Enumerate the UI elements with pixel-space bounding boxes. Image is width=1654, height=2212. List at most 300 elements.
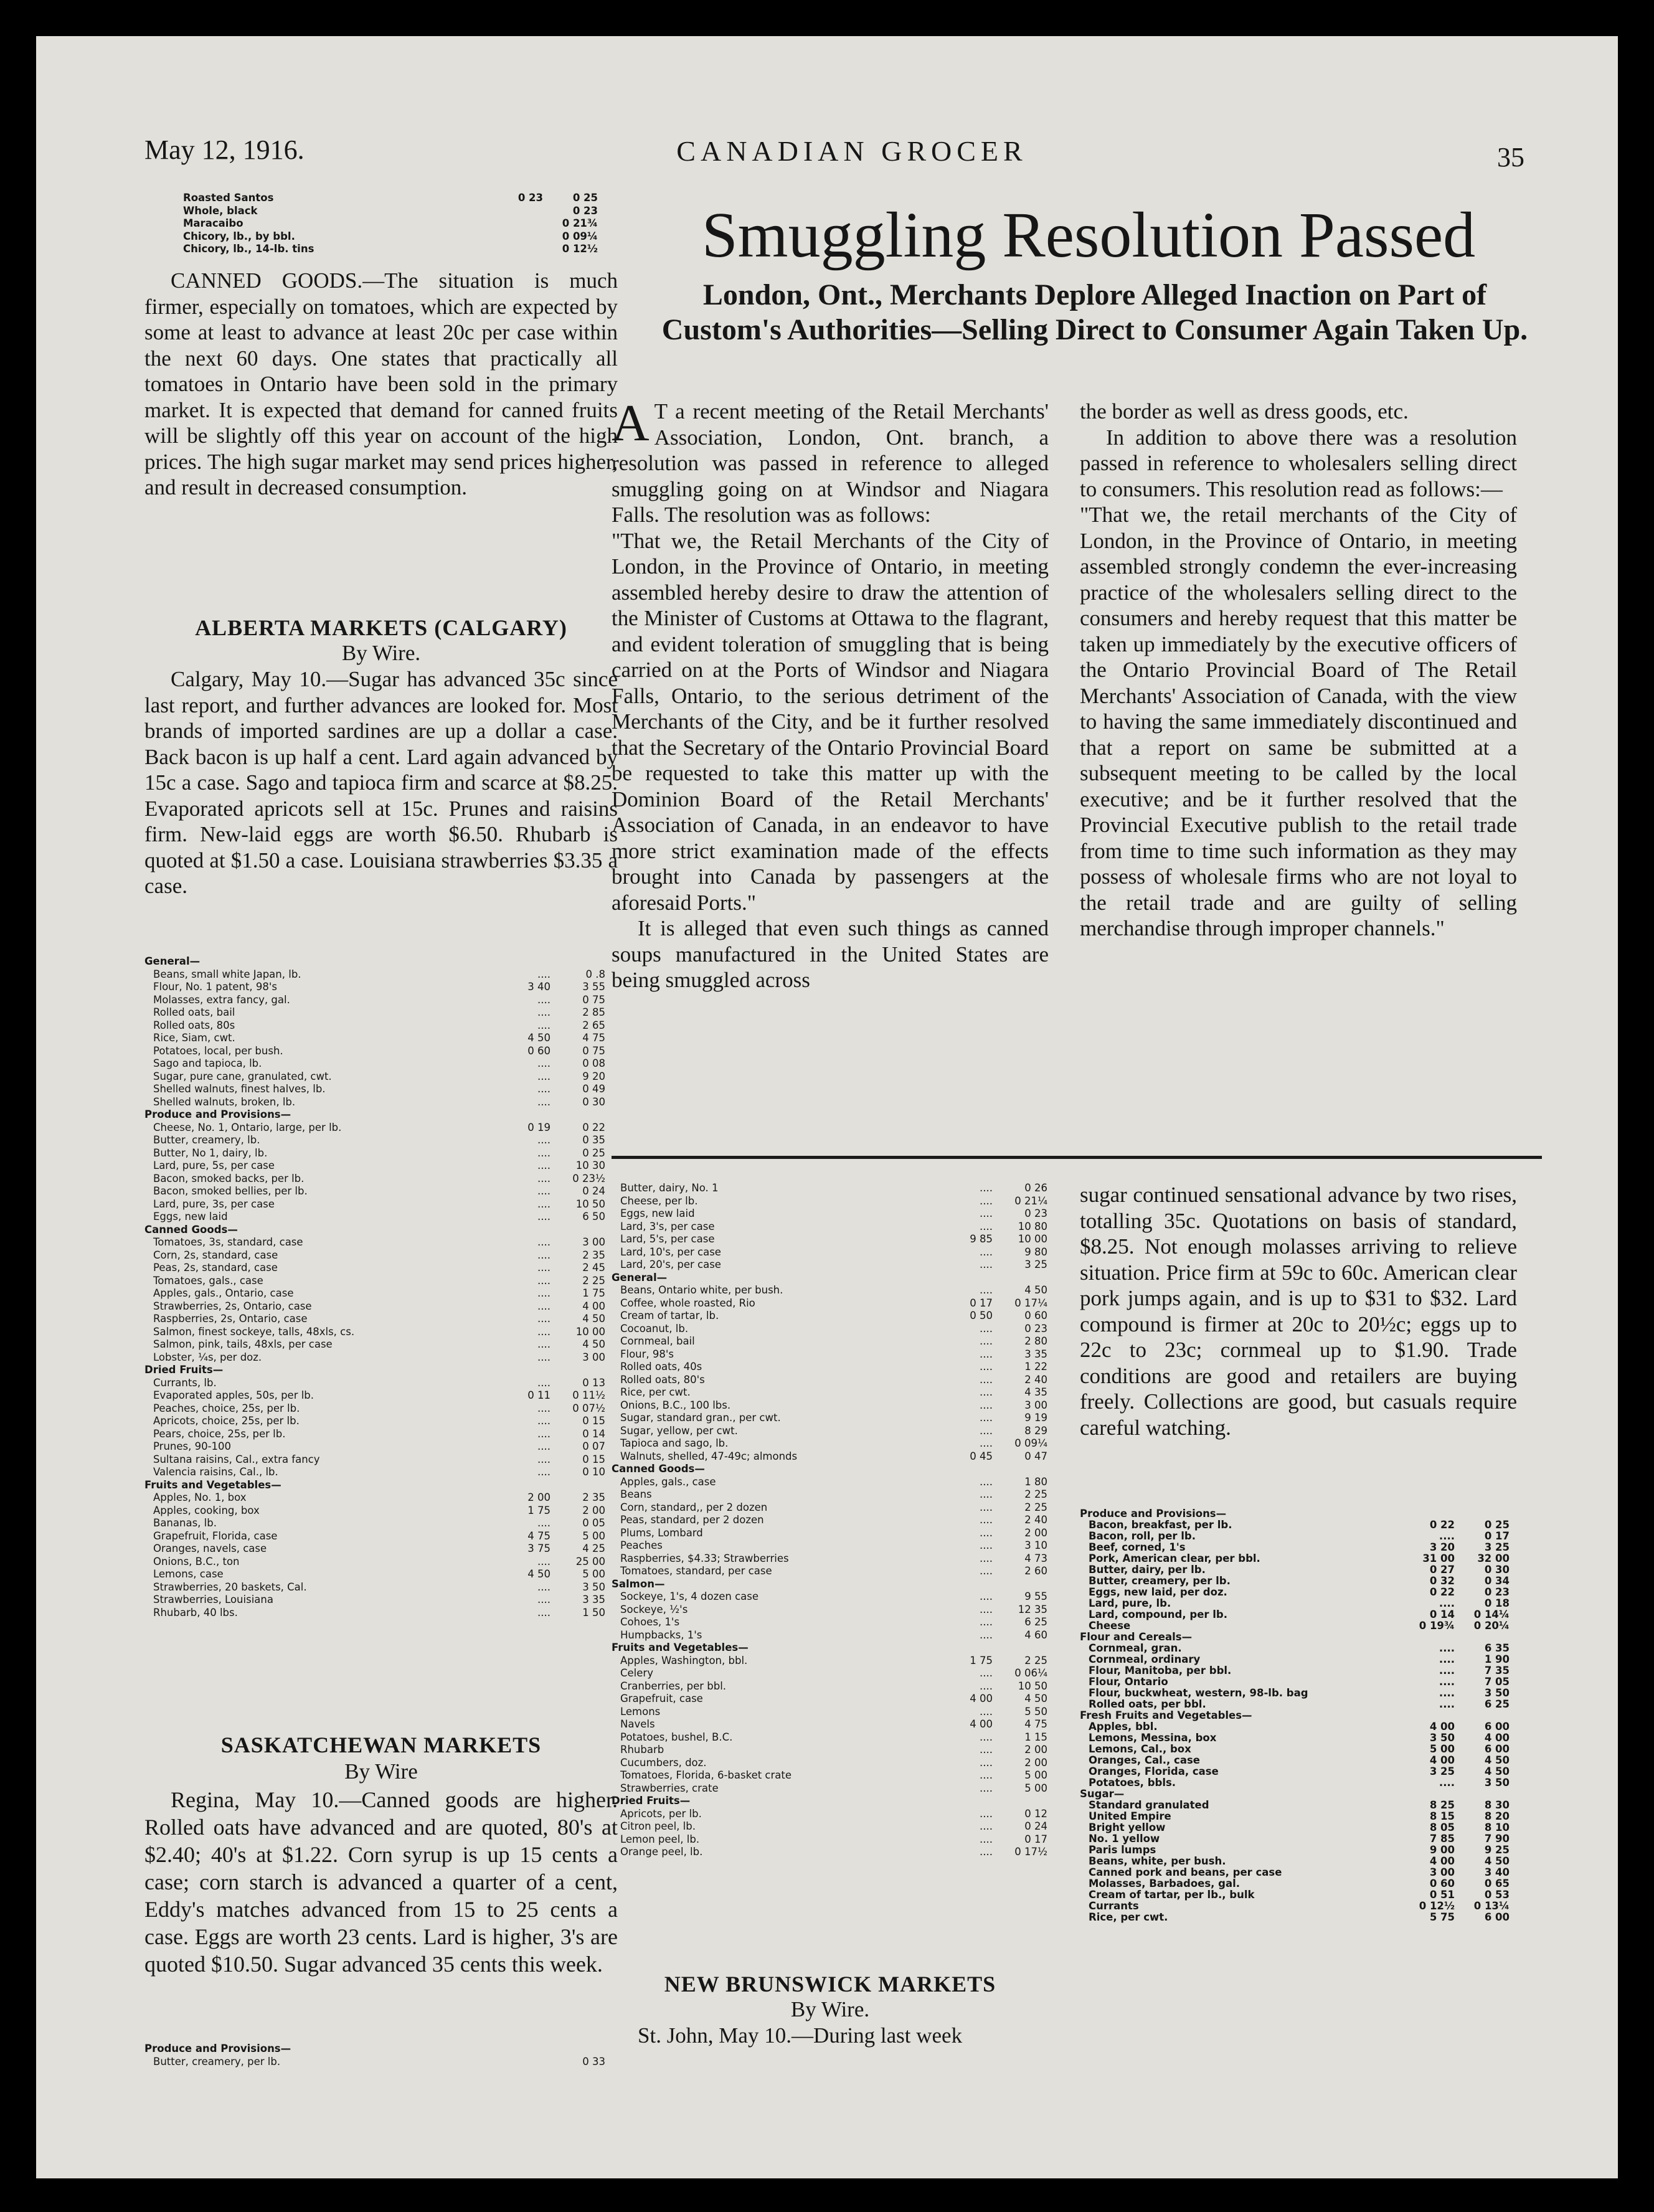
- list-item-label: Onions, B.C., ton: [153, 1555, 240, 1567]
- list-category-row: [1080, 1632, 1510, 1643]
- list-item-high-price: 0 05: [582, 1517, 605, 1529]
- list-item-label: Sultana raisins, Cal., extra fancy: [153, 1453, 320, 1465]
- list-item-label: Lard, pure, 5s, per case: [153, 1160, 275, 1171]
- list-item-low-price: ....: [980, 1322, 993, 1335]
- price-row: [1080, 1676, 1510, 1688]
- price-row: [612, 1297, 1047, 1310]
- list-item-high-price: 0 65: [1484, 1878, 1510, 1889]
- article-column-1: [612, 394, 1049, 993]
- list-item-label: Walnuts, shelled, 47-49c; almonds: [620, 1450, 798, 1462]
- list-item-low-price: ....: [980, 1552, 993, 1564]
- price-row: [612, 1195, 1047, 1208]
- list-item-high-price: 1 50: [582, 1606, 605, 1619]
- list-item-high-price: 0 23½: [572, 1172, 605, 1184]
- list-item-label: Butter, creamery, lb.: [153, 1134, 260, 1146]
- list-item-label: Currants: [1089, 1901, 1139, 1912]
- list-item-high-price: 4 73: [1024, 1552, 1047, 1564]
- list-item-label: Eggs, new laid: [153, 1211, 228, 1222]
- new-brunswick-text-start: St. John, May 10.—During last week: [638, 2023, 963, 2048]
- list-category-row: [612, 1578, 1047, 1591]
- list-category: Sugar—: [1080, 1789, 1125, 1800]
- list-item-low-price: ....: [980, 1514, 993, 1526]
- list-item-low-price: 0 14: [1429, 1609, 1455, 1620]
- list-item-label: Rolled oats, 80s: [153, 1019, 235, 1031]
- price-row: [144, 1096, 605, 1109]
- canned-goods-paragraph: [144, 268, 618, 501]
- new-brunswick-heading: NEW BRUNSWICK MARKETS: [664, 1972, 996, 1997]
- list-item-low-price: 4 00: [1429, 1855, 1455, 1867]
- list-item-high-price: 0 12½: [562, 243, 598, 255]
- price-row: [612, 1233, 1047, 1246]
- list-item-high-price: 2 00: [1024, 1744, 1047, 1756]
- list-item-high-price: 1 15: [1024, 1731, 1047, 1743]
- price-row: [144, 981, 605, 994]
- price-row: [144, 1083, 605, 1096]
- price-row: [612, 1731, 1047, 1744]
- list-item-label: Rice, per cwt.: [620, 1386, 691, 1398]
- list-item-label: Shelled walnuts, broken, lb.: [153, 1095, 296, 1108]
- list-category: Fruits and Vegetables—: [144, 1478, 281, 1491]
- list-item-high-price: 0 23: [1024, 1208, 1047, 1219]
- list-item-high-price: 2 25: [1024, 1501, 1047, 1513]
- list-item-high-price: 1 80: [1024, 1475, 1047, 1488]
- list-item-low-price: ....: [1439, 1597, 1455, 1609]
- list-item-label: Beef, corned, 1's: [1089, 1542, 1186, 1553]
- list-item-label: Standard granulated: [1089, 1800, 1209, 1811]
- list-item-label: Oranges, Florida, case: [1089, 1766, 1219, 1777]
- list-item-high-price: 2 45: [582, 1262, 605, 1274]
- list-item-low-price: ....: [980, 1373, 993, 1386]
- list-item-label: Butter, dairy, per lb.: [1089, 1564, 1206, 1576]
- list-item-label: Lemons: [620, 1705, 661, 1718]
- list-item-label: Rolled oats, 40s: [620, 1361, 702, 1373]
- list-item-label: Tomatoes, standard, per case: [620, 1565, 772, 1577]
- list-item-low-price: 1 75: [970, 1654, 993, 1666]
- price-row: [1080, 1732, 1510, 1744]
- list-item-low-price: ....: [537, 1146, 551, 1159]
- price-row: [144, 1071, 605, 1084]
- list-item-low-price: ....: [537, 1594, 551, 1605]
- list-item-high-price: 0 23: [1484, 1586, 1510, 1598]
- list-item-high-price: 9 20: [582, 1070, 605, 1082]
- price-row: [144, 1006, 605, 1019]
- list-item-low-price: ....: [537, 1300, 551, 1312]
- price-row: [144, 1466, 605, 1479]
- price-row: [1080, 1901, 1510, 1912]
- list-item-high-price: 1 90: [1484, 1653, 1510, 1665]
- list-item-label: Tomatoes, gals., case: [153, 1274, 263, 1287]
- list-item-label: Prunes, 90-100: [153, 1440, 232, 1452]
- price-row: [1080, 1542, 1510, 1553]
- price-row: [612, 1693, 1047, 1706]
- price-row: [612, 1565, 1047, 1578]
- price-row: [174, 205, 598, 218]
- list-item-high-price: 10 50: [575, 1198, 605, 1210]
- list-item-label: Apricots, choice, 25s, per lb.: [153, 1415, 300, 1427]
- price-row: [144, 1377, 605, 1390]
- list-item-label: Flour, Ontario: [1089, 1676, 1168, 1688]
- list-item-label: Coffee, whole roasted, Rio: [620, 1297, 755, 1309]
- list-item-label: Flour, 98's: [620, 1348, 674, 1360]
- list-item-high-price: 0 25: [1484, 1519, 1510, 1531]
- list-item-high-price: 0 47: [1024, 1450, 1047, 1462]
- article-continuation: the border as well as dress goods, etc.: [1080, 399, 1409, 423]
- list-item-label: Apricots, per lb.: [620, 1807, 702, 1820]
- list-item-label: Beans, Ontario white, per bush.: [620, 1284, 783, 1296]
- list-item-low-price: 1 75: [527, 1504, 551, 1516]
- list-item-low-price: ....: [537, 1134, 551, 1146]
- list-category: Dried Fruits—: [144, 1364, 224, 1376]
- list-item-low-price: ....: [537, 1095, 551, 1108]
- list-item-high-price: 10 00: [1018, 1233, 1047, 1245]
- list-item-label: Lemon peel, lb.: [620, 1833, 700, 1845]
- price-row: [144, 1249, 605, 1262]
- list-item-label: Cucumbers, doz.: [620, 1756, 707, 1769]
- saskatchewan-text: Regina, May 10.—Canned goods are higher. Rolled oats have advanced and are quoted, 80's at $2.40; 40's at $1.22. Corn syrup is up 15 cents a case; corn starch is advanced a quarter of a cent, Eddy's matches advanced from 15 to 25 cents a case. Eggs are worth 23 cents. Lard is higher, 3's are quoted $10.50. Sugar advanced 35 cents this week.: [144, 1787, 618, 1977]
- list-item-label: Cornmeal, bail: [620, 1335, 695, 1347]
- list-item-high-price: 2 35: [582, 1249, 605, 1261]
- list-item-low-price: 9 85: [970, 1233, 993, 1245]
- list-item-high-price: 7 35: [1484, 1665, 1510, 1676]
- list-item-high-price: 0 49: [582, 1083, 605, 1095]
- list-item-label: Bright yellow: [1089, 1822, 1166, 1833]
- list-item-high-price: 0 75: [582, 1044, 605, 1057]
- list-item-label: Lard, 3's, per case: [620, 1220, 715, 1232]
- list-item-label: Cream of tartar, lb.: [620, 1310, 719, 1321]
- list-item-high-price: 9 25: [1484, 1844, 1510, 1856]
- list-item-low-price: ....: [980, 1361, 993, 1373]
- price-row: [612, 1361, 1047, 1374]
- list-item-high-price: 2 00: [1024, 1756, 1047, 1769]
- list-item-high-price: 4 00: [582, 1300, 605, 1312]
- list-item-high-price: 1 75: [582, 1287, 605, 1299]
- list-item-high-price: 12 35: [1018, 1603, 1047, 1615]
- list-category-row: [612, 1272, 1047, 1285]
- article-column-2: [1080, 399, 1517, 942]
- list-item-label: Flour, Manitoba, per bbl.: [1089, 1665, 1232, 1676]
- list-item-label: Beans, white, per bush.: [1089, 1856, 1226, 1867]
- price-row: [1080, 1531, 1510, 1542]
- list-category-row: [144, 1364, 605, 1377]
- list-item-high-price: 4 35: [1024, 1386, 1047, 1398]
- list-item-high-price: 0 14: [582, 1427, 605, 1440]
- list-item-high-price: 2 00: [582, 1504, 605, 1516]
- price-row: [1080, 1800, 1510, 1811]
- list-item-label: Lard, compound, per lb.: [1089, 1609, 1227, 1620]
- list-item-low-price: ....: [537, 1070, 551, 1082]
- list-item-label: Lobster, ¼s, per doz.: [153, 1351, 262, 1363]
- list-item-label: Potatoes, bbls.: [1089, 1777, 1176, 1789]
- list-item-label: Bananas, lb.: [153, 1517, 217, 1529]
- price-row: [1080, 1654, 1510, 1665]
- price-row: [144, 1287, 605, 1300]
- list-category-row: [612, 1795, 1047, 1808]
- list-item-low-price: ....: [1439, 1687, 1455, 1699]
- list-item-low-price: ....: [980, 1807, 993, 1820]
- list-item-label: Pears, choice, 25s, per lb.: [153, 1427, 286, 1440]
- list-item-low-price: ....: [1439, 1777, 1455, 1789]
- price-row: [144, 1198, 605, 1211]
- price-row: [1080, 1845, 1510, 1856]
- list-item-low-price: ....: [980, 1386, 993, 1398]
- list-item-low-price: ....: [537, 1198, 551, 1210]
- list-item-high-price: 8 10: [1484, 1822, 1510, 1833]
- list-category: Dried Fruits—: [612, 1795, 691, 1807]
- price-row: [144, 1185, 605, 1198]
- list-item-label: Apples, bbl.: [1089, 1721, 1158, 1732]
- list-item-low-price: [506, 243, 543, 256]
- list-item-label: Tapioca and sago, lb.: [620, 1437, 729, 1449]
- list-item-low-price: ....: [980, 1731, 993, 1743]
- list-category-row: [144, 1479, 605, 1492]
- list-item-high-price: 3 55: [582, 981, 605, 993]
- list-item-high-price: 3 50: [1484, 1777, 1510, 1789]
- list-item-high-price: 6 25: [1024, 1616, 1047, 1628]
- list-item-label: Cornmeal, gran.: [1089, 1643, 1182, 1654]
- list-item-label: Eggs, new laid, per doz.: [1089, 1587, 1227, 1598]
- list-item-low-price: ....: [1439, 1665, 1455, 1676]
- list-item-low-price: ....: [537, 1236, 551, 1248]
- price-row: [1080, 1744, 1510, 1755]
- list-item-low-price: 0 60: [527, 1044, 551, 1057]
- list-item-low-price: ....: [980, 1245, 993, 1258]
- list-item-low-price: ....: [980, 1424, 993, 1437]
- alberta-text: Calgary, May 10.—Sugar has advanced 35c since last report, and further advances are looked for. Most brands of imported sardines are up a dollar a case. Back bacon is up half a cent. Lard again advanced by 15c a case. Sago and tapioca firm and scarce at $8.25. Evaporated apricots sell at 15c. Prunes and raisins firm. New-laid eggs are worth $6.50. Rhubarb is quoted at $1.50 a case. Louisiana strawberries $3.35 a case.: [144, 667, 618, 898]
- list-category: Produce and Provisions—: [1080, 1508, 1227, 1520]
- price-row: [612, 1769, 1047, 1782]
- list-item-high-price: 4 75: [1024, 1718, 1047, 1730]
- list-item-high-price: 6 00: [1484, 1743, 1510, 1755]
- price-row: [144, 1568, 605, 1581]
- list-item-low-price: 0 19¾: [1419, 1620, 1455, 1632]
- list-item-label: Rolled oats, per bbl.: [1089, 1699, 1206, 1710]
- list-item-low-price: ....: [980, 1501, 993, 1513]
- list-item-high-price: 6 50: [582, 1211, 605, 1222]
- price-row: [144, 994, 605, 1007]
- price-row: [612, 1246, 1047, 1259]
- list-item-low-price: ....: [980, 1526, 993, 1539]
- price-row: [144, 1211, 605, 1224]
- article-second-resolution-intro: In addition to above there was a resolution passed in reference to wholesalers selling direct to consumers. This resolution read as follows:—: [1080, 425, 1517, 501]
- list-item-label: Evaporated apples, 50s, per lb.: [153, 1389, 314, 1401]
- list-item-low-price: 3 00: [1429, 1866, 1455, 1878]
- list-item-label: Salmon, pink, tails, 48xls, per case: [153, 1338, 333, 1350]
- list-item-label: Sugar, standard gran., per cwt.: [620, 1412, 781, 1424]
- list-item-label: Whole, black: [183, 204, 258, 217]
- list-item-label: Beans, small white Japan, lb.: [153, 968, 301, 980]
- list-item-high-price: 9 19: [1024, 1412, 1047, 1424]
- list-item-low-price: ....: [980, 1475, 993, 1488]
- price-row: [612, 1590, 1047, 1604]
- price-row: [144, 1262, 605, 1275]
- price-row: [1080, 1811, 1510, 1822]
- list-item-high-price: 3 00: [582, 1236, 605, 1248]
- list-item-high-price: 4 25: [582, 1543, 605, 1554]
- price-row: [1080, 1766, 1510, 1777]
- list-item-label: Rice, per cwt.: [1089, 1912, 1168, 1923]
- page-number: 35: [1497, 142, 1524, 173]
- list-item-low-price: ....: [980, 1820, 993, 1832]
- list-item-label: Corn, 2s, standard, case: [153, 1249, 278, 1261]
- list-item-label: Cohoes, 1's: [620, 1616, 680, 1628]
- list-item-high-price: 4 50: [1024, 1284, 1047, 1296]
- price-row: [1080, 1912, 1510, 1923]
- list-item-label: Molasses, extra fancy, gal.: [153, 993, 290, 1006]
- list-item-low-price: 4 50: [527, 1032, 551, 1044]
- list-item-low-price: ....: [537, 1453, 551, 1465]
- canned-goods-text: CANNED GOODS.—The situation is much firmer, especially on tomatoes, which are expected by some at least to advance at least 20c per case within the next 60 days. One states that practically all tomatoes in Ontario have been sold in the primary market. It is expected that demand for canned fruits will be slightly off this year on account of the high prices. The high sugar market may send prices higher, and result in decreased consumption.: [144, 268, 618, 499]
- list-item-label: Apples, gals., case: [620, 1475, 716, 1488]
- list-item-low-price: ....: [537, 1057, 551, 1069]
- list-item-low-price: 0 60: [1429, 1878, 1455, 1889]
- list-item-high-price: 2 85: [582, 1006, 605, 1018]
- list-item-high-price: 4 50: [1484, 1754, 1510, 1766]
- list-item-low-price: ....: [1439, 1698, 1455, 1710]
- issue-date: May 12, 1916.: [144, 135, 305, 165]
- list-item-label: Butter, creamery, per lb.: [1089, 1576, 1231, 1587]
- list-item-low-price: ....: [537, 1211, 551, 1222]
- list-item-low-price: 5 00: [1429, 1743, 1455, 1755]
- new-brunswick-text-cont: sugar continued sensational advance by two rises, totalling 35c. Quotations on basis of standard, $8.25. Not enough molasses arriving to relieve situation. Price firm at 59c to 60c. American clear pork jumps again, and is up to $31 to $32. Lard compound is firmer at 20c to 20½c; eggs up to 22c to 23c; cornmeal up to $1.90. Trade conditions are good and retailers are buying freely. Collections are good, but casuals require careful watching.: [1080, 1183, 1517, 1440]
- list-item-low-price: ....: [980, 1437, 993, 1449]
- list-item-label: Bacon, smoked bellies, per lb.: [153, 1185, 308, 1197]
- list-item-high-price: 5 00: [582, 1529, 605, 1542]
- price-row: [612, 1182, 1047, 1195]
- alberta-byline: By Wire.: [341, 641, 421, 665]
- list-item-high-price: 0 17½: [1014, 1846, 1047, 1858]
- list-item-label: Shelled walnuts, finest halves, lb.: [153, 1083, 326, 1095]
- price-row: [1080, 1520, 1510, 1531]
- price-row: [144, 1032, 605, 1045]
- list-item-low-price: [506, 230, 543, 243]
- list-item-label: Bacon, smoked backs, per lb.: [153, 1172, 305, 1184]
- list-item-low-price: ....: [980, 1399, 993, 1411]
- saskatchewan-byline: By Wire: [344, 1759, 418, 1784]
- price-row: [612, 1386, 1047, 1399]
- list-item-label: Apples, Washington, bbl.: [620, 1654, 748, 1666]
- list-item-low-price: ....: [537, 1427, 551, 1440]
- list-item-high-price: 32 00: [1477, 1553, 1510, 1564]
- new-brunswick-price-list: [1080, 1508, 1510, 1923]
- price-row: [612, 1425, 1047, 1438]
- list-item-label: Valencia raisins, Cal., lb.: [153, 1466, 278, 1478]
- list-item-high-price: 0 08: [582, 1057, 605, 1069]
- list-item-high-price: 5 00: [1024, 1782, 1047, 1794]
- list-item-label: Peaches: [620, 1539, 663, 1551]
- list-item-low-price: ....: [537, 1338, 551, 1350]
- list-category: Fruits and Vegetables—: [612, 1642, 749, 1653]
- list-item-high-price: 6 00: [1484, 1911, 1510, 1923]
- price-row: [144, 1581, 605, 1594]
- list-item-low-price: ....: [537, 1440, 551, 1452]
- list-item-low-price: ....: [980, 1628, 993, 1641]
- list-item-high-price: 0 20¼: [1473, 1620, 1510, 1632]
- list-category-row: [1080, 1508, 1510, 1520]
- list-item-low-price: ....: [980, 1194, 993, 1207]
- list-item-label: Citron peel, lb.: [620, 1820, 696, 1832]
- list-item-label: Molasses, Barbadoes, gal.: [1089, 1878, 1240, 1889]
- price-row: [144, 1300, 605, 1313]
- price-row: [1080, 1564, 1510, 1576]
- list-item-low-price: ....: [980, 1616, 993, 1628]
- list-item-low-price: ....: [980, 1335, 993, 1347]
- list-item-low-price: ....: [980, 1833, 993, 1845]
- price-row: [174, 217, 598, 230]
- list-item-high-price: 0 15: [582, 1415, 605, 1427]
- list-item-high-price: 2 25: [1024, 1488, 1047, 1500]
- list-item-low-price: ....: [537, 1325, 551, 1338]
- list-item-low-price: 0 12½: [1419, 1900, 1455, 1912]
- list-category: Salmon—: [612, 1577, 665, 1590]
- list-category: General—: [144, 955, 201, 967]
- price-row: [144, 1045, 605, 1058]
- list-item-label: Flour, buckwheat, western, 98-lb. bag: [1089, 1688, 1308, 1699]
- drop-cap: A: [612, 394, 650, 452]
- list-item-low-price: [506, 217, 543, 230]
- list-item-label: Peaches, choice, 25s, per lb.: [153, 1402, 300, 1414]
- price-row: [144, 1517, 605, 1530]
- list-item-label: Bacon, roll, per lb.: [1089, 1531, 1196, 1542]
- list-item-high-price: 5 00: [582, 1568, 605, 1580]
- price-row: [1080, 1643, 1510, 1654]
- list-item-low-price: ....: [537, 1517, 551, 1529]
- saskatchewan-price-list: [144, 2043, 605, 2068]
- list-item-low-price: ....: [537, 1287, 551, 1299]
- list-item-low-price: ....: [537, 1083, 551, 1095]
- list-item-low-price: 8 05: [1429, 1822, 1455, 1833]
- price-row: [144, 1326, 605, 1339]
- price-row: [144, 1160, 605, 1173]
- list-item-label: Corn, standard,, per 2 dozen: [620, 1501, 768, 1513]
- list-item-low-price: ....: [980, 1667, 993, 1679]
- list-item-label: Grapefruit, Florida, case: [153, 1529, 278, 1542]
- list-item-high-price: 4 50: [582, 1313, 605, 1325]
- smuggling-resolution-quote: "That we, the Retail Merchants of the City of London, in the Province of Ontario, in meeting assembled hereby desire to draw the attention of the Minister of Customs at Ottawa to the flagrant, and evident toleration of smuggling that is being carried on at the Ports of Windsor and Niagara Falls, Ontario, to the serious detriment of the Merchants of the City, and be it further resolved that the Secretary of the Ontario Provincial Board be requested to take this matter up with the Dominion Board of the Retail Merchants' Association of Canada, in an endeavor to have more strict examination made of the effects brought into Canada by passengers at the aforesaid Ports.": [612, 528, 1049, 915]
- price-row: [1080, 1755, 1510, 1766]
- price-row: [612, 1667, 1047, 1680]
- list-item-label: Lemons, Cal., box: [1089, 1744, 1191, 1755]
- price-row: [612, 1259, 1047, 1272]
- list-item-low-price: ....: [537, 1249, 551, 1261]
- list-category-row: [612, 1642, 1047, 1655]
- price-row: [612, 1808, 1047, 1821]
- list-item-low-price: 0 45: [970, 1450, 993, 1462]
- list-item-high-price: 0 07½: [572, 1402, 605, 1414]
- price-row: [612, 1208, 1047, 1221]
- list-item-label: Butter, dairy, No. 1: [620, 1182, 719, 1194]
- list-item-low-price: ....: [1439, 1530, 1455, 1542]
- list-item-label: Currants, lb.: [153, 1376, 217, 1389]
- price-row: [144, 1505, 605, 1518]
- list-item-high-price: 7 90: [1484, 1833, 1510, 1845]
- list-item-high-price: 0 22: [582, 1121, 605, 1133]
- list-item-label: Onions, B.C., 100 lbs.: [620, 1399, 731, 1411]
- list-item-high-price: 5 50: [1024, 1705, 1047, 1718]
- list-item-label: Butter, No 1, dairy, lb.: [153, 1146, 268, 1159]
- list-item-high-price: 0 24: [1024, 1820, 1047, 1832]
- list-item-label: Rice, Siam, cwt.: [153, 1032, 235, 1044]
- price-row: [612, 1820, 1047, 1833]
- list-item-low-price: ....: [980, 1769, 993, 1781]
- price-row: [612, 1629, 1047, 1642]
- list-item-high-price: 0 17: [1484, 1530, 1510, 1542]
- list-item-label: Lemons, case: [153, 1568, 224, 1580]
- list-item-high-price: 0 75: [582, 993, 605, 1006]
- price-row: [174, 243, 598, 256]
- list-item-low-price: ....: [537, 1415, 551, 1427]
- price-row: [612, 1488, 1047, 1501]
- list-item-high-price: 2 00: [1024, 1526, 1047, 1539]
